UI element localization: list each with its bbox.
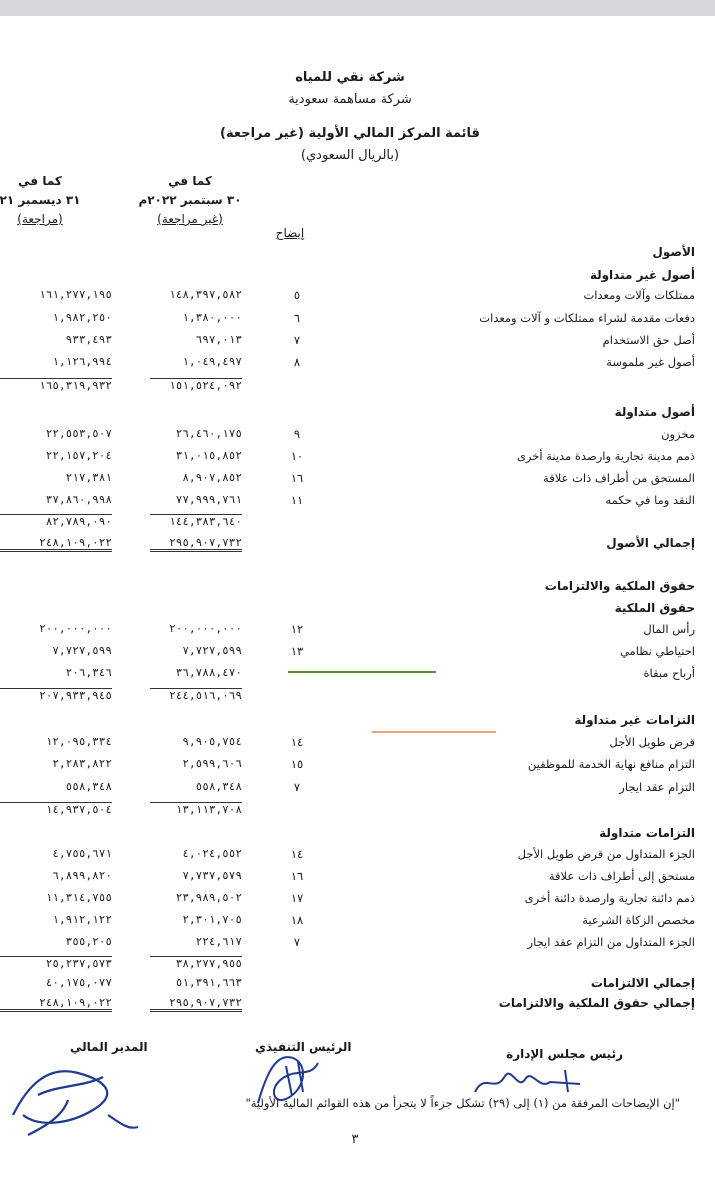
row-note: ١٦ bbox=[290, 869, 304, 883]
table-row bbox=[0, 311, 715, 331]
table-row bbox=[0, 427, 715, 447]
table-row bbox=[0, 735, 715, 755]
subtotal-row bbox=[0, 378, 715, 398]
table-row bbox=[0, 976, 715, 996]
table-row bbox=[0, 288, 715, 308]
subtotal-row bbox=[0, 956, 715, 976]
prior-value: ٦,٨٩٩,٨٢٠ bbox=[52, 869, 112, 882]
company-name: شركة نقي للمياه bbox=[295, 70, 405, 85]
prior-value: ٢٥,٢٣٧,٥٧٣ bbox=[0, 956, 112, 970]
prior-value: ٢,٢٨٣,٨٢٢ bbox=[52, 757, 112, 770]
prior-value: ٧,٧٢٧,٥٩٩ bbox=[52, 644, 112, 657]
current-value: ٣٦,٧٨٨,٤٧٠ bbox=[175, 666, 242, 679]
prior-value: ١٦١,٢٧٧,١٩٥ bbox=[39, 288, 112, 301]
row-label: أرباح مبقاة bbox=[643, 666, 695, 680]
row-label: دفعات مقدمة لشراء ممتلكات و آلات ومعدات bbox=[479, 311, 695, 325]
prior-value: ١١,٣١٤,٧٥٥ bbox=[45, 891, 112, 904]
prior-value: ٢٠٧,٩٣٣,٩٤٥ bbox=[0, 688, 112, 702]
row-note: ٧ bbox=[293, 333, 301, 347]
prior-value: ١٤,٩٣٧,٥٠٤ bbox=[0, 802, 112, 816]
top-bar bbox=[0, 0, 715, 16]
row-note: ١١ bbox=[290, 493, 304, 507]
footnote: "إن الإيضاحات المرفقة من (١) إلى (٢٩) تشكل جزءاً لا يتجزأ من هذه القوائم المالية الأولية" bbox=[245, 1096, 680, 1110]
current-value: ٤,٠٢٤,٥٥٢ bbox=[182, 847, 242, 860]
current-value: ٢٦,٤٦٠,١٧٥ bbox=[175, 427, 242, 440]
row-label: أصول غير متداولة bbox=[589, 268, 695, 282]
chairman-label: رئيس مجلس الإدارة bbox=[506, 1047, 623, 1061]
current-value: ٩,٩٠٥,٧٥٤ bbox=[182, 735, 242, 748]
row-note: ١٢ bbox=[290, 622, 304, 636]
table-row bbox=[0, 536, 715, 556]
row-label: احتياطي نظامي bbox=[619, 644, 695, 658]
table-row bbox=[0, 847, 715, 867]
current-value: ١٤٤,٣٨٣,٦٤٠ bbox=[150, 514, 242, 528]
prior-value: ٤,٧٥٥,٦٧١ bbox=[52, 847, 112, 860]
row-label: حقوق الملكية bbox=[614, 601, 695, 615]
row-label: أصول متداولة bbox=[614, 405, 695, 419]
row-note: ٧ bbox=[293, 780, 301, 794]
current-value: ٢٣,٩٨٩,٥٠٢ bbox=[175, 891, 242, 904]
row-label: مخصص الزكاة الشرعية bbox=[582, 913, 695, 927]
subtotal-row bbox=[0, 688, 715, 708]
row-label: الجزء المتداول من قرض طويل الأجل bbox=[517, 847, 695, 861]
prior-value: ٤٠,١٧٥,٠٧٧ bbox=[45, 976, 112, 989]
table-row bbox=[0, 826, 715, 846]
current-value: ٨,٩٠٧,٨٥٢ bbox=[182, 471, 242, 484]
prior-header-line3: (مراجعة) bbox=[17, 212, 63, 226]
note-column-header: إيضاح bbox=[275, 226, 305, 240]
row-note: ٩ bbox=[293, 427, 301, 441]
current-value: ٢,٥٩٩,٦٠٦ bbox=[182, 757, 242, 770]
prior-period-header bbox=[0, 172, 100, 229]
prior-value: ٥٥٨,٣٤٨ bbox=[65, 780, 112, 793]
row-note: ٨ bbox=[293, 355, 301, 369]
table-row bbox=[0, 355, 715, 375]
table-row bbox=[0, 449, 715, 469]
prior-value: ٢٠٠,٠٠٠,٠٠٠ bbox=[39, 622, 112, 635]
current-value: ٥١,٣٩١,٦٦٣ bbox=[175, 976, 242, 989]
prior-value: ٢٢,١٥٧,٢٠٤ bbox=[45, 449, 112, 462]
row-label: قرض طويل الأجل bbox=[609, 735, 695, 749]
row-note: ١٨ bbox=[290, 913, 304, 927]
prior-value: ١٢,٠٩٥,٣٣٤ bbox=[45, 735, 112, 748]
row-label: الأصول bbox=[652, 245, 695, 259]
current-value: ٥٥٨,٣٤٨ bbox=[195, 780, 242, 793]
row-label: التزامات متداولة bbox=[599, 826, 695, 840]
prior-value: ٢٠٦,٣٤٦ bbox=[65, 666, 112, 679]
row-label: ممتلكات وآلات ومعدات bbox=[583, 288, 695, 302]
table-row bbox=[0, 713, 715, 733]
row-note: ١٣ bbox=[290, 644, 304, 658]
current-header-line3: (غير مراجعة) bbox=[157, 212, 223, 226]
row-label: مخزون bbox=[661, 427, 695, 441]
row-label: ذمم دائنة تجارية وارصدة دائنة أخرى bbox=[524, 891, 695, 905]
current-period-header bbox=[120, 172, 260, 229]
prior-value: ٨٢,٧٨٩,٠٩٠ bbox=[0, 514, 112, 528]
prior-value: ١,٩٨٢,٢٥٠ bbox=[52, 311, 112, 324]
company-type: شركة مساهمة سعودية bbox=[288, 92, 412, 107]
current-value: ١٣,١١٣,٧٠٨ bbox=[150, 802, 242, 816]
current-value: ١,٠٤٩,٤٩٧ bbox=[182, 355, 242, 368]
current-value: ٢٩٥,٩٠٧,٧٣٢ bbox=[150, 536, 242, 552]
table-row bbox=[0, 644, 715, 664]
prior-value: ٣٥٥,٢٠٥ bbox=[65, 935, 112, 948]
current-value: ٢٢٤,٦١٧ bbox=[195, 935, 242, 948]
orange-marker-line bbox=[372, 731, 496, 733]
prior-value: ١٦٥,٣١٩,٩٣٢ bbox=[0, 378, 112, 392]
page-number: ٣ bbox=[351, 1132, 359, 1147]
currency-label: (بالريال السعودي) bbox=[300, 148, 400, 163]
row-note: ٧ bbox=[293, 935, 301, 949]
table-row bbox=[0, 333, 715, 353]
row-note: ١٥ bbox=[290, 757, 304, 771]
current-value: ٧٧,٩٩٩,٧٦١ bbox=[175, 493, 242, 506]
current-value: ٣١,٠١٥,٨٥٢ bbox=[175, 449, 242, 462]
row-label: التزام منافع نهاية الخدمة للموظفين bbox=[527, 757, 695, 771]
cfo-signature-icon bbox=[8, 1055, 148, 1145]
table-row bbox=[0, 869, 715, 889]
table-row bbox=[0, 579, 715, 599]
prior-value: ٣٧,٨٦٠,٩٩٨ bbox=[45, 493, 112, 506]
row-note: ١٠ bbox=[290, 449, 304, 463]
table-row bbox=[0, 757, 715, 777]
table-row bbox=[0, 601, 715, 621]
row-note: ١٧ bbox=[290, 891, 304, 905]
current-value: ١٥١,٥٢٤,٠٩٢ bbox=[150, 378, 242, 392]
prior-header-line2: ٣١ ديسمبر ٢١ bbox=[0, 193, 81, 207]
row-label: الجزء المتداول من التزام عقد ايجار bbox=[527, 935, 695, 949]
current-value: ٧,٧٣٧,٥٧٩ bbox=[182, 869, 242, 882]
prior-value: ٢١٧,٣٨١ bbox=[65, 471, 112, 484]
current-value: ١٤٨,٣٩٧,٥٨٢ bbox=[169, 288, 242, 301]
current-value: ٧,٧٢٧,٥٩٩ bbox=[182, 644, 242, 657]
row-label: التزامات غير متداولة bbox=[574, 713, 695, 727]
row-label: إجمالي الأصول bbox=[606, 536, 695, 550]
row-label: ذمم مدينة تجارية وارصدة مدينة أخرى bbox=[516, 449, 695, 463]
table-row bbox=[0, 245, 715, 265]
cfo-label: المدير المالي bbox=[70, 1040, 148, 1054]
current-header-line2: ٣٠ سبتمبر ٢٠٢٢م bbox=[138, 193, 242, 207]
ceo-label: الرئيس التنفيذي bbox=[255, 1040, 352, 1054]
table-row bbox=[0, 935, 715, 955]
current-value: ٢,٣٠١,٧٠٥ bbox=[182, 913, 242, 926]
table-row bbox=[0, 471, 715, 491]
row-label: حقوق الملكية والالتزامات bbox=[544, 579, 695, 593]
prior-value: ٢٢,٥٥٣,٥٠٧ bbox=[45, 427, 112, 440]
row-label: مستحق إلى أطراف ذات علاقة bbox=[548, 869, 695, 883]
row-label: أصول غير ملموسة bbox=[606, 355, 695, 369]
subtotal-row bbox=[0, 802, 715, 822]
green-marker-line bbox=[288, 671, 436, 673]
table-row bbox=[0, 268, 715, 288]
row-label: المستحق من أطراف ذات علاقة bbox=[543, 471, 695, 485]
prior-value: ١,٩١٢,١٢٢ bbox=[52, 913, 112, 926]
subtotal-row bbox=[0, 514, 715, 534]
statement-title: قائمة المركز المالي الأولية (غير مراجعة) bbox=[220, 126, 480, 141]
table-row bbox=[0, 666, 715, 686]
current-header-line1: كما في bbox=[168, 174, 212, 188]
row-label: إجمالي حقوق الملكية والالتزامات bbox=[498, 996, 695, 1010]
table-row bbox=[0, 891, 715, 911]
table-row bbox=[0, 996, 715, 1016]
current-value: ١,٣٨٠,٠٠٠ bbox=[182, 311, 242, 324]
row-note: ١٤ bbox=[290, 847, 304, 861]
row-label: أصل حق الاستخدام bbox=[602, 333, 695, 347]
current-value: ٢٠٠,٠٠٠,٠٠٠ bbox=[169, 622, 242, 635]
prior-value: ١,١٢٦,٩٩٤ bbox=[52, 355, 112, 368]
table-row bbox=[0, 493, 715, 513]
row-label: رأس المال bbox=[643, 622, 695, 636]
prior-value: ٩٣٣,٤٩٣ bbox=[65, 333, 112, 346]
table-row bbox=[0, 405, 715, 425]
prior-value: ٢٤٨,١٠٩,٠٢٢ bbox=[0, 536, 112, 552]
prior-value: ٢٤٨,١٠٩,٠٢٢ bbox=[0, 996, 112, 1012]
table-row bbox=[0, 780, 715, 800]
current-value: ٢٩٥,٩٠٧,٧٣٢ bbox=[150, 996, 242, 1012]
current-value: ٦٩٧,٠١٣ bbox=[195, 333, 242, 346]
current-value: ٢٤٤,٥١٦,٠٦٩ bbox=[150, 688, 242, 702]
current-value: ٣٨,٢٧٧,٩٥٥ bbox=[150, 956, 242, 970]
row-label: التزام عقد ايجار bbox=[619, 780, 695, 794]
row-note: ٥ bbox=[293, 288, 301, 302]
row-note: ٦ bbox=[293, 311, 301, 325]
row-note: ١٦ bbox=[290, 471, 304, 485]
table-row bbox=[0, 913, 715, 933]
prior-header-line1: كما في bbox=[18, 174, 62, 188]
row-label: إجمالي الالتزامات bbox=[590, 976, 695, 990]
table-row bbox=[0, 622, 715, 642]
row-note: ١٤ bbox=[290, 735, 304, 749]
row-label: النقد وما في حكمه bbox=[605, 493, 695, 507]
